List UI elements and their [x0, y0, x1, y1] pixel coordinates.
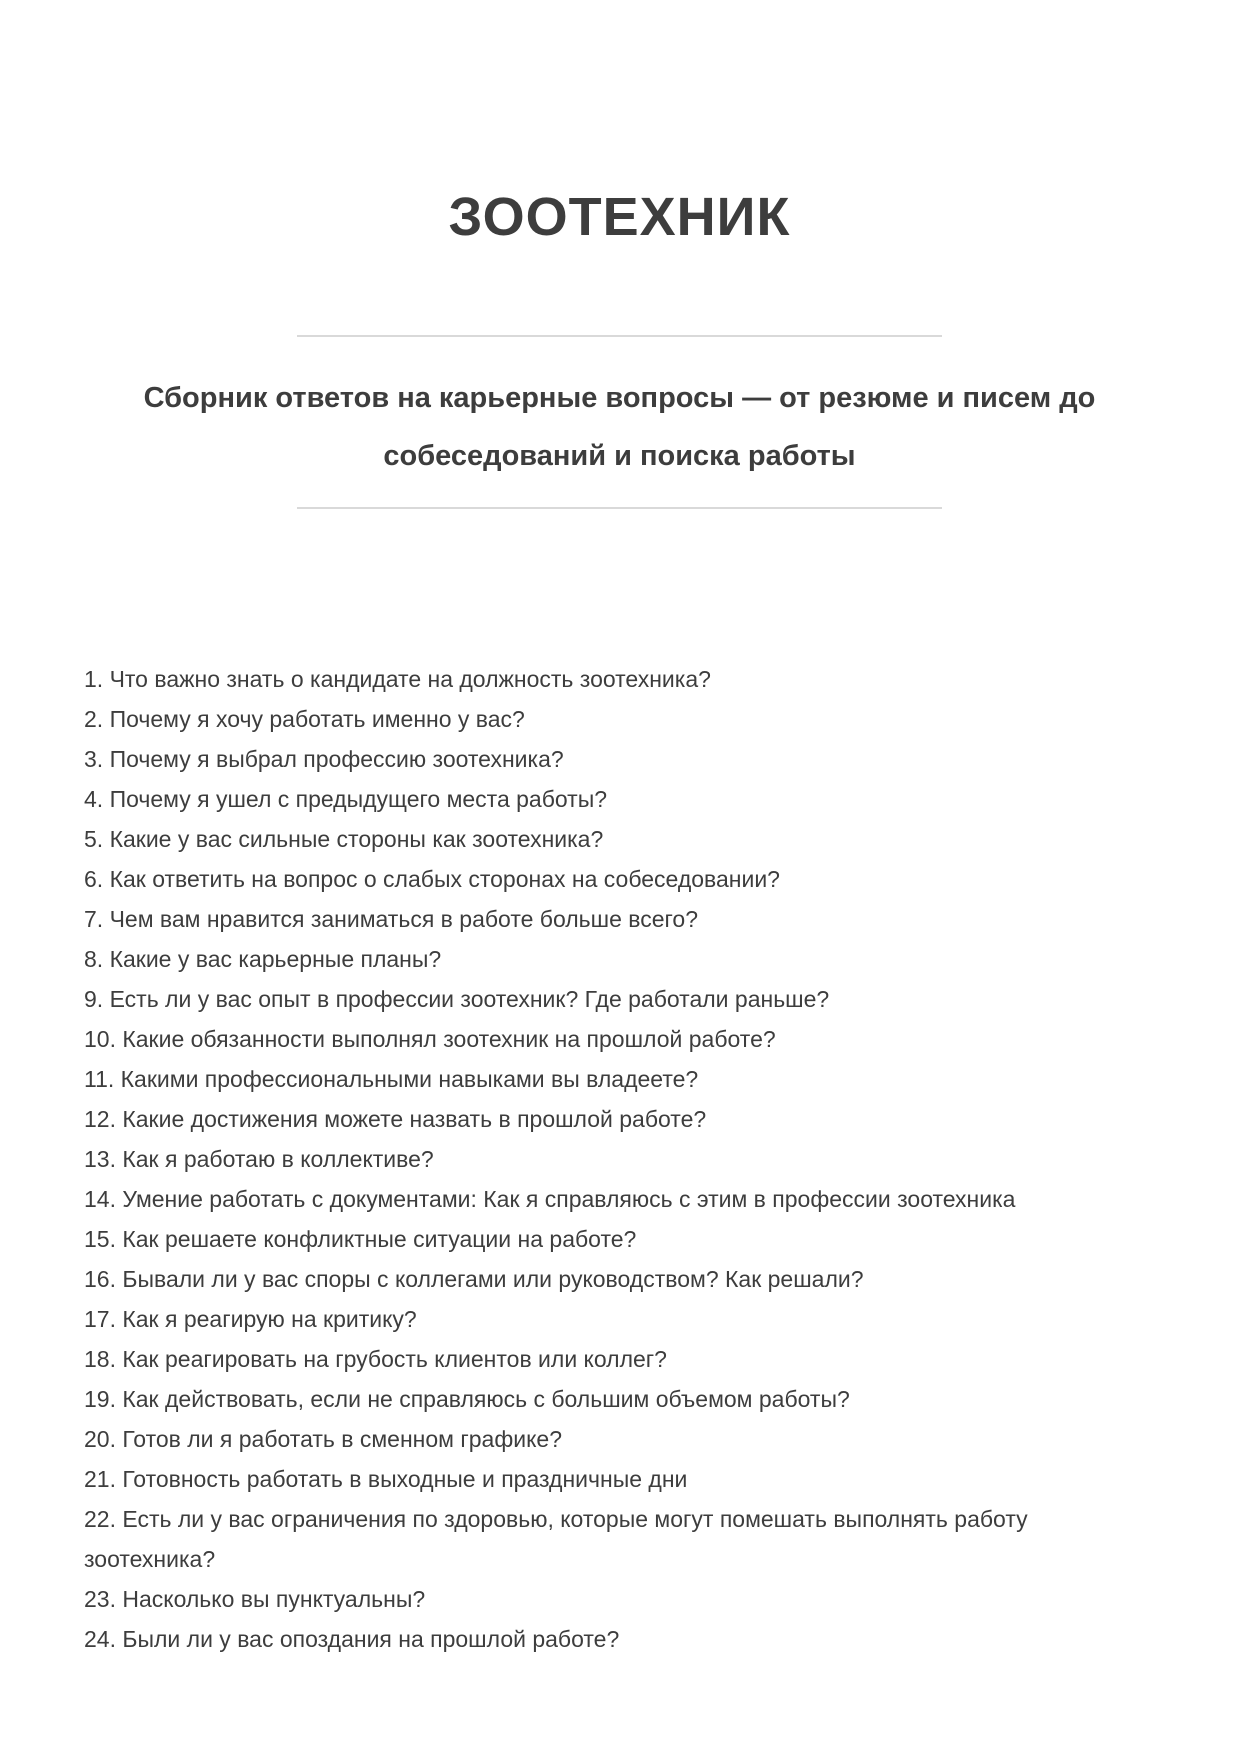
question-item: 14. Умение работать с документами: Как я справляюсь с этим в профессии зоотехника [84, 1186, 1016, 1212]
question-item: 4. Почему я ушел с предыдущего места работы? [84, 786, 608, 812]
question-item: 5. Какие у вас сильные стороны как зоотехника? [84, 826, 604, 852]
question-item: 16. Бывали ли у вас споры с коллегами или руководством? Как решали? [84, 1266, 864, 1292]
question-item: 20. Готов ли я работать в сменном графике? [84, 1426, 563, 1452]
question-item: 21. Готовность работать в выходные и праздничные дни [84, 1466, 688, 1492]
question-item: 10. Какие обязанности выполнял зоотехник на прошлой работе? [84, 1026, 776, 1052]
question-item: 9. Есть ли у вас опыт в профессии зоотехник? Где работали раньше? [84, 986, 830, 1012]
question-item: 18. Как реагировать на грубость клиентов или коллег? [84, 1346, 667, 1372]
question-item: 24. Были ли у вас опоздания на прошлой работе? [84, 1626, 620, 1652]
question-item: 6. Как ответить на вопрос о слабых сторонах на собеседовании? [84, 866, 780, 892]
question-item: 8. Какие у вас карьерные планы? [84, 946, 442, 972]
question-item: 19. Как действовать, если не справляюсь с большим объемом работы? [84, 1386, 850, 1412]
question-item: 7. Чем вам нравится заниматься в работе больше всего? [84, 906, 698, 932]
question-item: 11. Какими профессиональными навыками вы владеете? [84, 1066, 699, 1092]
question-item: 17. Как я реагирую на критику? [84, 1306, 417, 1332]
question-item: 15. Как решаете конфликтные ситуации на работе? [84, 1226, 637, 1252]
divider-bottom [297, 507, 942, 509]
question-item: 23. Насколько вы пунктуальны? [84, 1586, 426, 1612]
divider-top [297, 335, 942, 337]
question-item: 13. Как я работаю в коллективе? [84, 1146, 434, 1172]
question-item: 3. Почему я выбрал профессию зоотехника? [84, 746, 564, 772]
question-item: 1. Что важно знать о кандидате на должность зоотехника? [84, 666, 711, 692]
question-item: 22. Есть ли у вас ограничения по здоровью, которые могут помешать выполнять работу зоотехника? [84, 1506, 1028, 1572]
question-list [84, 659, 1154, 1659]
question-item: 12. Какие достижения можете назвать в прошлой работе? [84, 1106, 707, 1132]
page-subtitle: Сборник ответов на карьерные вопросы — от резюме и писем до собеседований и поиска работы [143, 382, 1096, 472]
question-item: 2. Почему я хочу работать именно у вас? [84, 706, 525, 732]
page-title: ЗООТЕХНИК [448, 187, 791, 247]
